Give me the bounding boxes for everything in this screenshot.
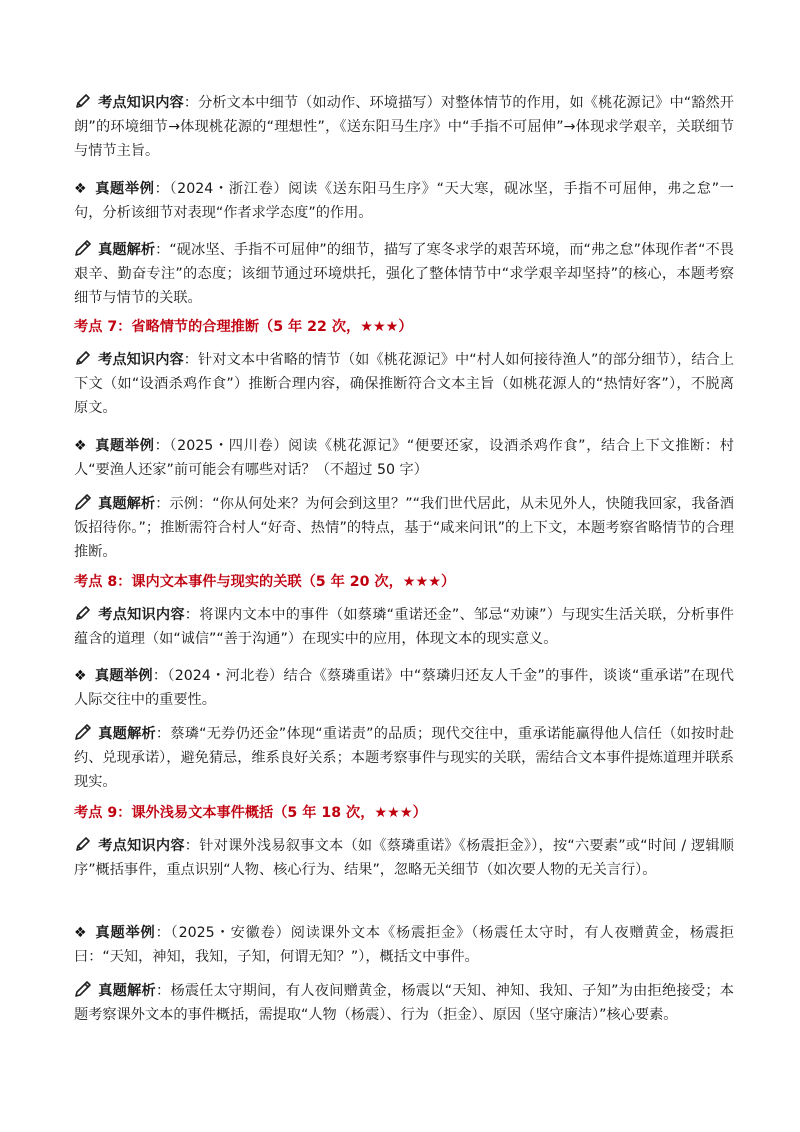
diamond-bullet-icon: ❖ — [74, 925, 87, 941]
section-heading: 考点 9：课外浅易文本事件概括（5 年 18 次，★★★） — [74, 805, 427, 821]
pencil-icon — [74, 980, 92, 998]
diamond-bullet-icon: ❖ — [74, 668, 87, 684]
section-heading: 考点 7：省略情节的合理推断（5 年 22 次，★★★） — [74, 319, 413, 335]
example-text: （2025・安徽卷）阅读课外文本《杨震拒金》（杨震任太守时，有人夜赠黄金，杨震拒曰：“天知，神知，我知，子知，何谓无知？”），概括文中事件。 — [74, 925, 734, 965]
analysis-label: 真题解析 — [98, 496, 156, 512]
pencil-icon — [74, 239, 92, 257]
knowledge-text: 针对文本中省略的情节（如《桃花源记》中“村人如何接待渔人”的部分细节），结合上下文（如“设酒杀鸡作食”）推断合理内容，确保推断符合文本主旨（如桃花源人的“热情好客”），不脱离原文。 — [74, 352, 734, 416]
example-label: 真题举例 — [94, 438, 155, 454]
analysis-text: “砚冰坚、手指不可屈伸”的细节，描写了寒冬求学的艰苦环境，而“弗之怠”体现作者“不畏艰辛、勤奋专注”的态度；该细节通过环境烘托，强化了整体情节中“求学艰辛却坚持”的核心，本题考察细节与情节的关联。 — [74, 242, 734, 306]
pencil-icon — [74, 92, 92, 110]
analysis-block: 真题解析：杨震任太守期间，有人夜间赠黄金，杨震以“天知、神知、我知、子知”为由拒绝接受；本题考察课外文本的事件概括，需提取“人物（杨震）、行为（拒金）、原因（坚守廉洁）”核心要素。 — [74, 979, 734, 1027]
knowledge-label: 考点知识内容 — [98, 95, 184, 111]
example-block: ❖ 真题举例：（2025・四川卷）阅读《桃花源记》“便要还家，设酒杀鸡作食”，结合上下文推断：村人“要渔人还家”前可能会有哪些对话？（不超过 50 字） — [74, 434, 734, 482]
pencil-icon — [74, 835, 92, 853]
example-text: （2025・四川卷）阅读《桃花源记》“便要还家，设酒杀鸡作食”，结合上下文推断：村人“要渔人还家”前可能会有哪些对话？（不超过 50 字） — [74, 438, 734, 478]
knowledge-block: 考点知识内容：针对课外浅易叙事文本（如《蔡璘重诺》《杨震拒金》），按“六要素”或“时间 / 逻辑顺序”概括事件，重点识别“人物、核心行为、结果”，忽略无关细节（如次要人物的无关言行）。 — [74, 834, 734, 882]
knowledge-label: 考点知识内容 — [98, 607, 185, 623]
knowledge-label: 考点知识内容 — [98, 838, 185, 854]
analysis-label: 真题解析 — [98, 726, 156, 742]
example-label: 真题举例 — [94, 181, 155, 197]
example-label: 真题举例 — [94, 668, 153, 684]
diamond-bullet-icon: ❖ — [74, 181, 87, 197]
analysis-label: 真题解析 — [98, 983, 156, 999]
knowledge-text: 分析文本中细节（如动作、环境描写）对整体情节的作用，如《桃花源记》中“豁然开朗”的环境细节→体现桃花源的“理想性”，《送东阳马生序》中“手指不可屈伸”→体现求学艰辛，关联细节与情节主旨。 — [74, 95, 734, 159]
example-block: ❖ 真题举例：（2024・河北卷）结合《蔡璘重诺》中“蔡璘归还友人千金”的事件，谈谈“重承诺”在现代人际交往中的重要性。 — [74, 664, 734, 712]
knowledge-block: 考点知识内容：将课内文本中的事件（如蔡璘“重诺还金”、邹忌“劝谏”）与现实生活关联，分析事件蕴含的道理（如“诚信”“善于沟通”）在现实中的应用，体现文本的现实意义。 — [74, 603, 734, 651]
example-block: ❖ 真题举例：（2024・浙江卷）阅读《送东阳马生序》“天大寒，砚冰坚，手指不可屈伸，弗之怠”一句，分析该细节对表现“作者求学态度”的作用。 — [74, 177, 734, 225]
example-text: （2024・河北卷）结合《蔡璘重诺》中“蔡璘归还友人千金”的事件，谈谈“重承诺”在现代人际交往中的重要性。 — [74, 668, 734, 708]
pencil-icon — [74, 723, 92, 741]
knowledge-block: 考点知识内容：分析文本中细节（如动作、环境描写）对整体情节的作用，如《桃花源记》中“豁然开朗”的环境细节→体现桃花源的“理想性”，《送东阳马生序》中“手指不可屈伸”→体现求学艰辛，关联细节与情节主旨。 — [74, 91, 734, 163]
example-text: （2024・浙江卷）阅读《送东阳马生序》“天大寒，砚冰坚，手指不可屈伸，弗之怠”一句，分析该细节对表现“作者求学态度”的作用。 — [74, 181, 734, 221]
analysis-block: 真题解析：示例：“你从何处来？为何会到这里？”“我们世代居此，从未见外人，快随我回家，我备酒饭招待你。”；推断需符合村人“好奇、热情”的特点，基于“咸来问讯”的上下文，本题考察省略情节的合理推断。 — [74, 492, 734, 564]
knowledge-text: 针对课外浅易叙事文本（如《蔡璘重诺》《杨震拒金》），按“六要素”或“时间 / 逻辑顺序”概括事件，重点识别“人物、核心行为、结果”，忽略无关细节（如次要人物的无关言行）。 — [74, 838, 734, 878]
example-block: ❖ 真题举例：（2025・安徽卷）阅读课外文本《杨震拒金》（杨震任太守时，有人夜赠黄金，杨震拒曰：“天知，神知，我知，子知，何谓无知？”），概括文中事件。 — [74, 921, 734, 969]
pencil-icon — [74, 493, 92, 511]
diamond-bullet-icon: ❖ — [74, 438, 87, 454]
pencil-icon — [74, 349, 92, 367]
example-label: 真题举例 — [94, 925, 156, 941]
analysis-text: 示例：“你从何处来？为何会到这里？”“我们世代居此，从未见外人，快随我回家，我备酒饭招待你。”；推断需符合村人“好奇、热情”的特点，基于“咸来问讯”的上下文，本题考察省略情节的合理推断。 — [74, 496, 734, 560]
analysis-text: 杨震任太守期间，有人夜间赠黄金，杨震以“天知、神知、我知、子知”为由拒绝接受；本题考察课外文本的事件概括，需提取“人物（杨震）、行为（拒金）、原因（坚守廉洁）”核心要素。 — [74, 983, 734, 1023]
section-heading: 考点 8：课内文本事件与现实的关联（5 年 20 次，★★★） — [74, 574, 456, 590]
analysis-label: 真题解析 — [98, 242, 156, 258]
analysis-text: 蔡璘“无券仍还金”体现“重诺责”的品质；现代交往中，重承诺能赢得他人信任（如按时赴约、兑现承诺），避免猜忌，维系良好关系；本题考察事件与现实的关联，需结合文本事件提炼道理并联系现实。 — [74, 726, 734, 790]
analysis-block: 真题解析：“砚冰坚、手指不可屈伸”的细节，描写了寒冬求学的艰苦环境，而“弗之怠”体现作者“不畏艰辛、勤奋专注”的态度；该细节通过环境烘托，强化了整体情节中“求学艰辛却坚持”的核心，本题考察细节与情节的关联。 — [74, 238, 734, 310]
knowledge-block: 考点知识内容：针对文本中省略的情节（如《桃花源记》中“村人如何接待渔人”的部分细节），结合上下文（如“设酒杀鸡作食”）推断合理内容，确保推断符合文本主旨（如桃花源人的“热情好客”），不脱离原文。 — [74, 348, 734, 420]
pencil-icon — [74, 604, 92, 622]
knowledge-text: 将课内文本中的事件（如蔡璘“重诺还金”、邹忌“劝谏”）与现实生活关联，分析事件蕴含的道理（如“诚信”“善于沟通”）在现实中的应用，体现文本的现实意义。 — [74, 607, 734, 647]
analysis-block: 真题解析：蔡璘“无券仍还金”体现“重诺责”的品质；现代交往中，重承诺能赢得他人信任（如按时赴约、兑现承诺），避免猜忌，维系良好关系；本题考察事件与现实的关联，需结合文本事件提炼道理并联系现实。 — [74, 722, 734, 794]
knowledge-label: 考点知识内容 — [98, 352, 184, 368]
